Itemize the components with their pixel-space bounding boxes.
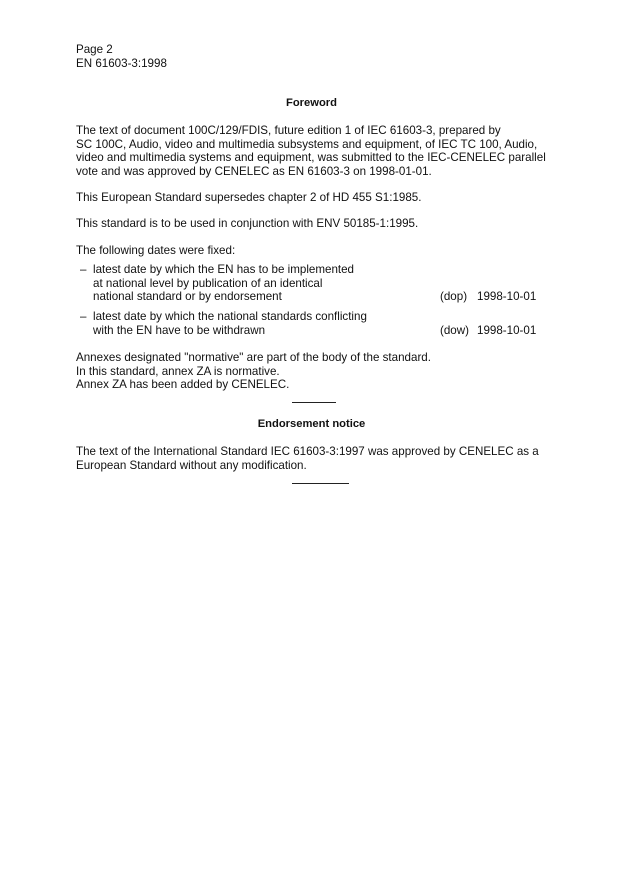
date-item-description: latest date by which the national standards conflicting with the EN have to be withdrawn xyxy=(93,310,367,337)
document-id: EN 61603-3:1998 xyxy=(76,57,167,70)
annex-line: Annex ZA has been added by CENELEC. xyxy=(76,378,290,392)
end-divider xyxy=(292,483,349,484)
date-item-description: latest date by which the EN has to be implemented at national level by publication of an identical national standard or by endorsement xyxy=(93,263,355,304)
endorsement-line: The text of the International Standard IEC 61603-3:1997 was approved by CENELEC as a xyxy=(76,445,539,458)
annex-line: In this standard, annex ZA is normative. xyxy=(76,364,280,378)
foreword-intro-paragraph xyxy=(76,124,565,178)
intro-line: vote and was approved by CENELEC as EN 61603-3 on 1998-01-01. xyxy=(76,164,432,178)
date-abbreviation: (dow) xyxy=(440,324,469,337)
endorsement-title: Endorsement notice xyxy=(257,418,366,430)
date-value: 1998-10-01 xyxy=(477,290,537,303)
annex-line: Annexes designated "normative" are part of the body of the standard. xyxy=(76,351,431,364)
dates-intro: The following dates were fixed: xyxy=(76,244,236,257)
endorsement-line: European Standard without any modification. xyxy=(76,458,307,472)
intro-line: The text of document 100C/129/FDIS, future edition 1 of IEC 61603-3, prepared by xyxy=(76,124,501,137)
foreword-title: Foreword xyxy=(286,97,337,109)
supersedes-paragraph: This European Standard supersedes chapter 2 of HD 455 S1:1985. xyxy=(76,191,422,204)
endorsement-paragraph xyxy=(76,445,565,472)
section-divider xyxy=(292,402,336,403)
intro-line: SC 100C, Audio, video and multimedia subsystems and equipment, of IEC TC 100, Audio, xyxy=(76,137,538,151)
page-number: Page 2 xyxy=(76,43,113,56)
date-value: 1998-10-01 xyxy=(477,324,537,337)
annex-paragraph xyxy=(76,351,565,392)
conjunction-paragraph: This standard is to be used in conjunction with ENV 50185-1:1995. xyxy=(76,217,419,230)
date-abbreviation: (dop) xyxy=(440,290,468,303)
page-header xyxy=(76,43,167,71)
list-dash: – xyxy=(80,310,87,323)
date-item-dop xyxy=(76,263,565,304)
date-item-dow xyxy=(76,310,565,338)
list-dash: – xyxy=(80,263,87,276)
intro-line: video and multimedia systems and equipment, was submitted to the IEC-CENELEC parallel xyxy=(76,151,546,165)
